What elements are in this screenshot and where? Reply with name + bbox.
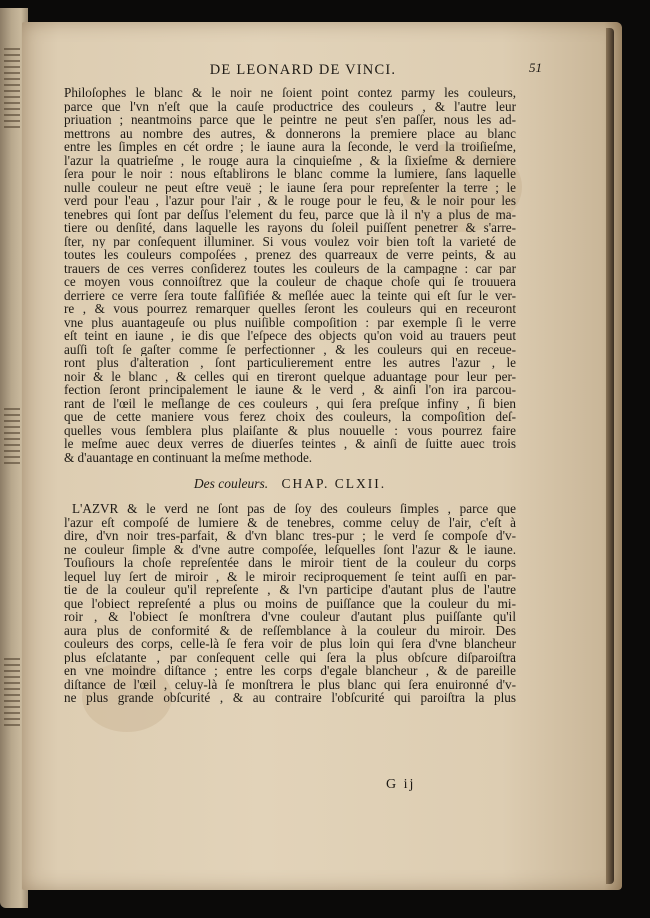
text-line: ne couleur ſimple & d'vne autre compoſée, leſquelles ſont l'azur & le iaune.	[64, 542, 516, 556]
text-line: noir & le blanc , & celles qui en tireront quelque aduantage pour leur per-	[64, 369, 516, 383]
text-line: L'AZVR & le verd ne ſont pas de ſoy des couleurs ſimples , parce que	[72, 502, 516, 516]
text-line: & d'auantage en continuant la meſme methode.	[64, 450, 313, 464]
text-line: Touſiours la choſe repreſentée dans le miroir tient de la couleur du corps	[64, 556, 516, 570]
text-line: tie de la couleur qu'il repreſente , & l'vn participe d'autant plus de l'autre	[64, 583, 516, 597]
text-line: re , & vous pourrez remarquer quelles ſeront les couleurs qui en receuront	[64, 302, 516, 316]
text-line: toutes les couleurs compoſées , prenez des quarreaux de verre peints, & au	[64, 248, 516, 262]
text-line: que de cette maniere vous ferez choix des couleurs, la compoſition deſ-	[64, 410, 516, 424]
text-line: l'azur eſt compoſé de lumiere & de tenebres, comme celuy de l'air, c'eſt à	[64, 515, 516, 529]
text-line: ſter, ny par conſequent illuminer. Si vous voulez voir bien toſt la varieté de	[64, 234, 516, 248]
text-line: que l'obiect repreſenté a plus ou moins de puiſſance que la couleur du mi-	[64, 596, 516, 610]
text-line: ne plus grande obſcurité , & au contraire l'obſcurité qui paroiſtra la plus	[64, 691, 516, 705]
text-line: ce moyen vous connoiſtrez que la couleur de chaque choſe qui ſe trouuera	[64, 275, 516, 289]
running-header	[64, 60, 542, 86]
running-title: DE LEONARD DE VINCI.	[209, 62, 397, 78]
text-line: tiere ou denſité, dans laquelle les rayons du ſoleil puiſſent penetrer & s'arre-	[64, 221, 516, 235]
text-line: lequel luy ſert de miroir , & le miroir reciproquement ſe teint auſſi en par-	[64, 569, 516, 583]
text-line: en vne moindre diſtance ; entre les corps d'egale blancheur , & de pareille	[64, 664, 516, 678]
chapter-title: Des couleurs.	[193, 476, 269, 491]
text-line: rant de l'œil le meſlange de ces couleurs , qui ſera preſque infiny , ſi bien	[64, 396, 516, 410]
text-line: ront plus d'alteration , ſont particulierement entre les autres l'azur , le	[64, 356, 516, 370]
text-line: verd pour l'eau , l'azur pour l'air , & le rouge pour le feu, & le noir pour les	[64, 194, 516, 208]
text-line: eſt teint en iaune , ie dis que l'eſpece des objects qu'on void au trauers peut	[64, 329, 516, 343]
text-line: roir , & l'obiect ſe monſtrera d'vne couleur d'autant plus puiſſante qu'il	[64, 610, 516, 624]
text-line: dire, d'vn noir tres-parfait, & d'vn blanc tres-pur ; le verd ſe compoſe d'v-	[64, 529, 516, 543]
text-line: derriere ce verre ſera toute falſifiée & meſlée auec la teinte qui eſt ſur le ver-	[64, 288, 516, 302]
text-line: aura plus de conformité & de reſſemblance à la couleur du miroir. Des	[64, 623, 516, 637]
folio-number: 51	[529, 60, 542, 75]
text-line: quelles vous ſemblera plus plaiſante & plus nouuelle : vous pourrez faire	[64, 423, 516, 437]
signature-mark: G ij	[386, 777, 416, 792]
text-line: diſtance de l'œil , celuy-là ſe monſtrera le plus blanc qui ſera enuironné d'v-	[64, 677, 516, 691]
text-line: plus eſclatante , par conſequent celle qui ſera la plus obſcure diſparoiſtra	[64, 650, 516, 664]
text-line: trauers de ces verres conſiderez toutes les couleurs de la campagne : car par	[64, 261, 516, 275]
text-line: auſſi toſt ſe gaſter comme ſe perfectionner , & les couleurs qui en receue-	[64, 342, 516, 356]
text-line: l'azur la quatrieſme , le rouge aura la cinquieſme , & la ſixieſme & derniere	[64, 153, 516, 167]
text-line: Philoſophes le blanc & le noir ne ſoient point contez parmy les couleurs,	[64, 86, 516, 100]
text-line: couleurs des corps, celle-là ſe fera voir de plus loin qui ſera d'vne blancheur	[64, 637, 516, 651]
text-line: tenebres qui ſont par deſſus l'element du feu, parce que là il n'y a plus de ma-	[64, 207, 516, 221]
page-edge	[606, 28, 614, 884]
text-line: parce que l'vn n'eſt que la cauſe productrice des couleurs , & l'autre leur	[64, 99, 516, 113]
text-line: fection ſeront principalement le iaune & le verd , & ainſi l'on ira parcou-	[64, 383, 516, 397]
text-line: nulle couleur ne peut eſtre veuë ; le iaune ſera pour repreſenter la terre ; le	[64, 180, 516, 194]
text-block	[64, 60, 542, 705]
chapter-number: CHAP. CLXII.	[281, 476, 387, 491]
paragraph-2	[64, 502, 516, 705]
text-line: ſera pour le noir : nous eſtablirons le blanc comme la lumiere, ſans laquelle	[64, 167, 516, 181]
text-line: priuation ; neantmoins parce que le peintre ne peut s'en paſſer, nous les ad-	[64, 113, 516, 127]
paragraph-1	[64, 86, 516, 464]
text-line: vne plus auantageuſe ou plus nuiſible compoſition : par exemple ſi le verre	[64, 315, 516, 329]
text-line: mettrons au nombre des autres, & donnerons la premiere place au blanc	[64, 126, 516, 140]
text-line: entre les ſimples en cét ordre ; le iaune aura la ſeconde, le verd la troiſieſme,	[64, 140, 516, 154]
chapter-heading	[64, 476, 516, 492]
text-line: le meſme auec deux verres de diuerſes teintes , & ainſi de ſuitte auec trois	[64, 437, 516, 451]
